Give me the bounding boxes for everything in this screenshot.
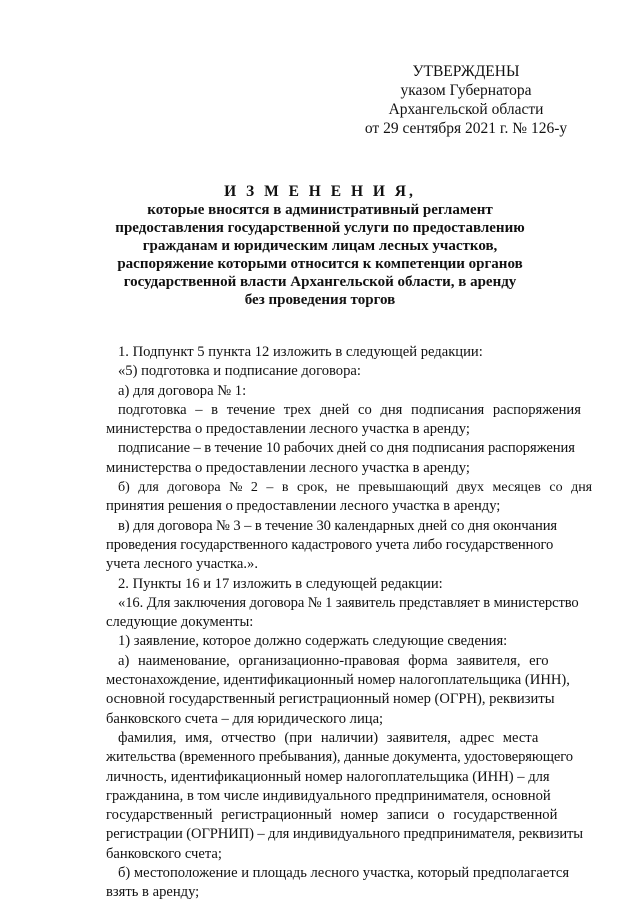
paragraph: 1. Подпункт 5 пункта 12 изложить в следующей редакции: <box>118 344 483 360</box>
document-body <box>106 343 596 903</box>
paragraph-line: жительства (временного пребывания), данные документа, удостоверяющего <box>106 749 573 766</box>
approval-line: Архангельской области <box>388 101 544 118</box>
paragraph-line: б) местоположение и площадь лесного участка, который предполагается <box>118 865 570 882</box>
approval-line: указом Губернатора <box>400 82 532 99</box>
paragraph-line: банковского счета; <box>106 845 222 862</box>
paragraph-line: министерства о предоставлении лесного участка в аренду; <box>106 421 470 438</box>
title-line: которые вносятся в административный регламент <box>147 202 493 218</box>
paragraph-line: учета лесного участка.». <box>106 556 258 573</box>
paragraph-line: «16. Для заключения договора № 1 заявитель представляет в министерство <box>118 594 579 611</box>
title-line: распоряжение которыми относится к компетенции органов <box>117 256 523 272</box>
paragraph-line: б) для договора № 2 – в срок, не превышающий двух месяцев со дня <box>118 480 593 496</box>
paragraph: а) для договора № 1: <box>118 382 247 399</box>
paragraph-line: в) для договора № 3 – в течение 30 календарных дней со дня окончания <box>118 517 558 534</box>
approval-stamp <box>336 62 596 138</box>
paragraph-line: банковского счета – для юридического лица; <box>106 710 384 727</box>
paragraph-line: гражданина, в том числе индивидуального предпринимателя, основной <box>106 787 551 804</box>
paragraph-line: следующие документы: <box>106 614 254 631</box>
paragraph-line: фамилия, имя, отчество (при наличии) заявителя, адрес места <box>118 729 539 746</box>
title-heading: И З М Е Н Е Н И Я, <box>224 183 416 200</box>
paragraph-line: основной государственный регистрационный номер (ОГРН), реквизиты <box>106 691 555 708</box>
paragraph: «5) подготовка и подписание договора: <box>118 363 361 380</box>
paragraph-line: личность, идентификационный номер налогоплательщика (ИНН) – для <box>106 768 550 785</box>
paragraph-line: подписание – в течение 10 рабочих дней со дня подписания распоряжения <box>118 440 575 457</box>
paragraph-line: регистрации (ОГРНИП) – для индивидуального предпринимателя, реквизиты <box>106 826 584 843</box>
approval-date: от 29 сентября 2021 г. № 126-у <box>364 120 568 137</box>
paragraph: 2. Пункты 16 и 17 изложить в следующей редакции: <box>118 575 443 592</box>
document-title <box>80 183 560 309</box>
title-line: государственной власти Архангельской области, в аренду <box>123 274 517 290</box>
paragraph-line: государственный регистрационный номер записи о государственной <box>106 807 558 824</box>
title-line: гражданам и юридическим лицам лесных участков, <box>142 238 498 254</box>
paragraph-line: взять в аренду; <box>106 884 200 901</box>
title-line: предоставления государственной услуги по предоставлению <box>115 220 525 236</box>
approval-heading: УТВЕРЖДЕНЫ <box>412 63 520 80</box>
title-line: без проведения торгов <box>244 292 396 308</box>
paragraph-line: проведения государственного кадастрового учета либо государственного <box>106 536 554 553</box>
paragraph: 1) заявление, которое должно содержать следующие сведения: <box>118 633 508 650</box>
paragraph-line: министерства о предоставлении лесного участка в аренду; <box>106 459 470 476</box>
paragraph-line: принятия решения о предоставлении лесного участка в аренду; <box>106 498 501 515</box>
paragraph-line: местонахождение, идентификационный номер налогоплательщика (ИНН), <box>106 672 570 689</box>
paragraph-line: а) наименование, организационно-правовая форма заявителя, его <box>118 652 549 669</box>
paragraph-line: подготовка – в течение трех дней со дня подписания распоряжения <box>118 401 581 418</box>
